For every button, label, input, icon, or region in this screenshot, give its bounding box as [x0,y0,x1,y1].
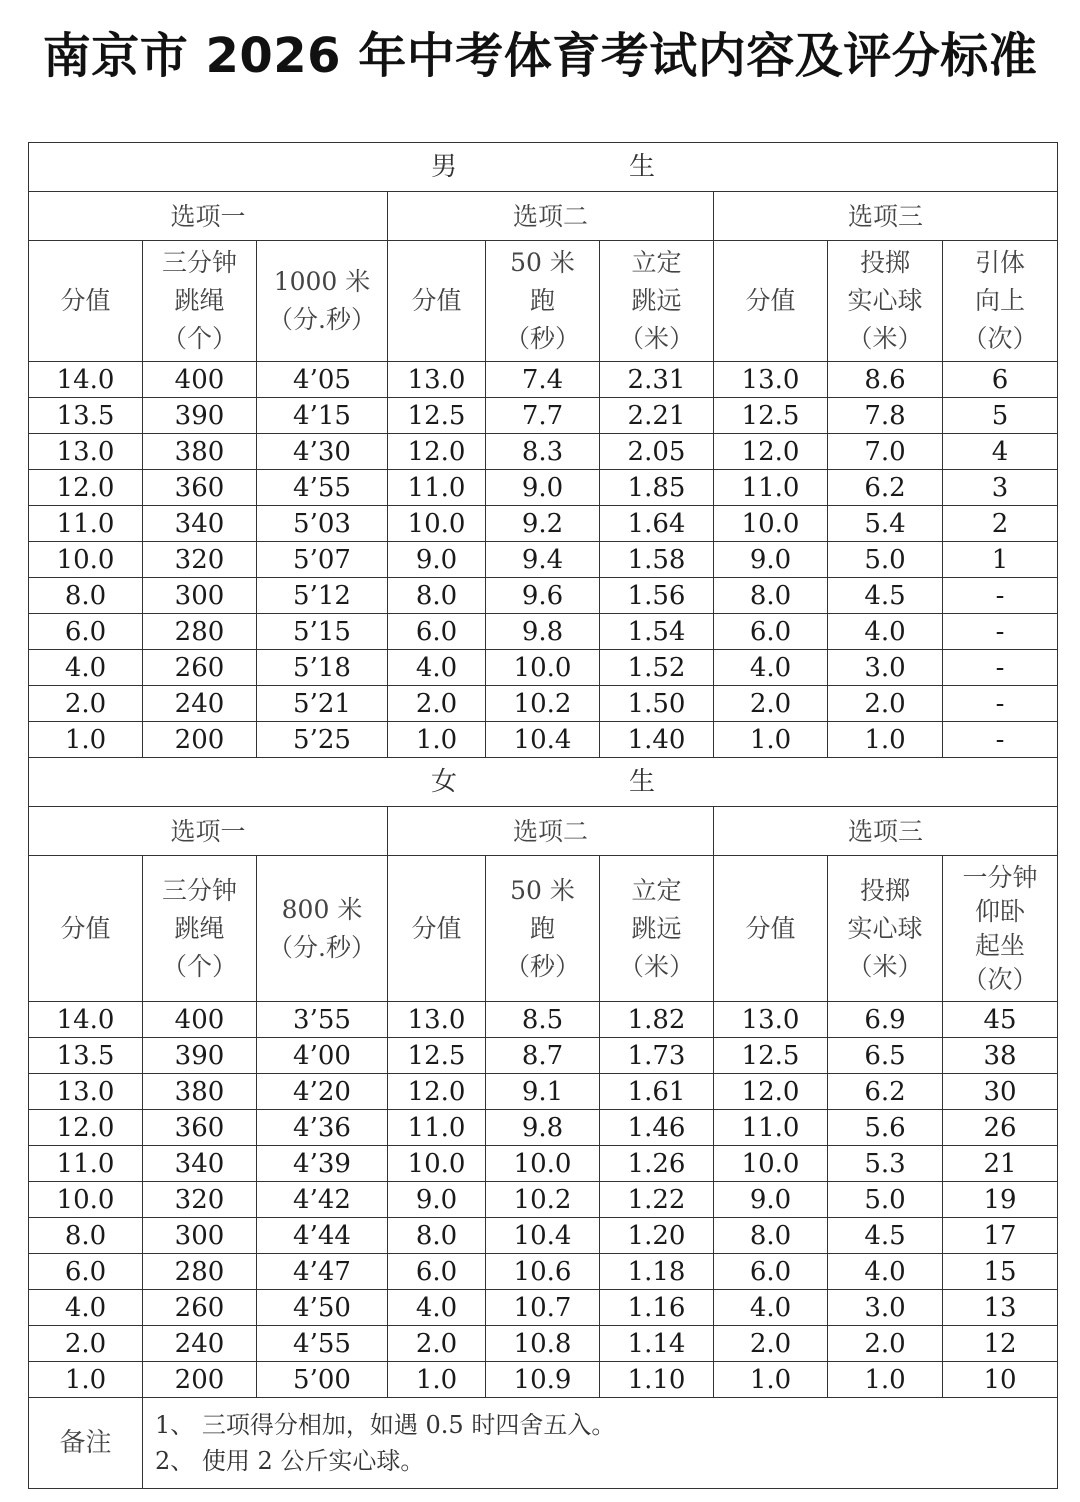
table-cell: 11.0 [714,1110,828,1146]
table-cell: 4.5 [828,578,943,614]
table-cell: 10.0 [29,1182,143,1218]
table-cell: 340 [143,1146,257,1182]
table-cell: 6.0 [388,1254,486,1290]
table-cell: 380 [143,434,257,470]
table-cell: 11.0 [29,506,143,542]
table-cell: 3 [943,470,1058,506]
table-cell: 1.14 [600,1326,714,1362]
table-cell: 1.54 [600,614,714,650]
table-cell: 1.0 [388,722,486,758]
female-header-medicine-ball: 投掷 实心球 （米） [828,856,943,1002]
table-cell: 1.64 [600,506,714,542]
table-cell: 4’20 [257,1074,388,1110]
table-cell: 240 [143,1326,257,1362]
table-cell: 11.0 [714,470,828,506]
table-row [29,470,1058,506]
table-row [29,1146,1058,1182]
table-cell: 5.6 [828,1110,943,1146]
table-cell: 45 [943,1002,1058,1038]
table-cell: 1.56 [600,578,714,614]
female-header-jump-rope: 三分钟 跳绳 （个） [143,856,257,1002]
table-cell: 12.0 [714,434,828,470]
table-cell: 4.0 [388,650,486,686]
table-cell: 6 [943,362,1058,398]
table-cell: 10 [943,1362,1058,1398]
table-cell: 8.0 [388,578,486,614]
table-cell: 14.0 [29,362,143,398]
table-cell: 5.0 [828,1182,943,1218]
table-cell: 2.0 [29,686,143,722]
table-cell: 11.0 [388,1110,486,1146]
table-cell: 26 [943,1110,1058,1146]
table-cell: 6.0 [29,614,143,650]
table-cell: 1.61 [600,1074,714,1110]
table-cell: 10.7 [486,1290,600,1326]
table-cell: 5.3 [828,1146,943,1182]
table-cell: 240 [143,686,257,722]
table-cell: 6.2 [828,470,943,506]
table-cell: 6.0 [714,614,828,650]
table-cell: 12.0 [29,470,143,506]
table-cell: 13.0 [388,1002,486,1038]
table-cell: 2.05 [600,434,714,470]
table-cell: 8.0 [714,578,828,614]
table-cell: 2.0 [828,1326,943,1362]
note-item: 2、 使用 2 公斤实心球。 [155,1447,425,1475]
table-cell: 1.46 [600,1110,714,1146]
table-row [29,1254,1058,1290]
table-cell: 1.58 [600,542,714,578]
table-cell: 200 [143,1362,257,1398]
table-cell: 8.6 [828,362,943,398]
table-cell: 4’00 [257,1038,388,1074]
table-cell: 8.3 [486,434,600,470]
table-cell: 14.0 [29,1002,143,1038]
page-title: 南京市 2026 年中考体育考试内容及评分标准 [42,28,1038,84]
table-cell: 2.31 [600,362,714,398]
table-cell: 10.0 [486,650,600,686]
table-cell: 4.0 [29,1290,143,1326]
table-cell: 390 [143,1038,257,1074]
table-cell: 10.2 [486,686,600,722]
table-cell: 4’05 [257,362,388,398]
table-cell: 13.0 [714,1002,828,1038]
table-cell: 9.4 [486,542,600,578]
table-cell: 12.0 [29,1110,143,1146]
table-cell: 4’55 [257,470,388,506]
table-cell: 360 [143,1110,257,1146]
table-cell: 1.0 [714,1362,828,1398]
table-cell: 10.9 [486,1362,600,1398]
table-cell: 4’50 [257,1290,388,1326]
table-cell: 1.18 [600,1254,714,1290]
table-cell: 2.0 [388,686,486,722]
table-cell: 5’00 [257,1362,388,1398]
table-cell: 1.0 [714,722,828,758]
table-cell: 8.5 [486,1002,600,1038]
table-cell: 3.0 [828,1290,943,1326]
table-cell: 1.73 [600,1038,714,1074]
female-option-3: 选项三 [714,807,1058,856]
table-cell: 13 [943,1290,1058,1326]
table-cell: 10.2 [486,1182,600,1218]
female-option-2: 选项二 [388,807,714,856]
table-cell: 8.7 [486,1038,600,1074]
table-cell: 320 [143,542,257,578]
table-cell: 4.0 [29,650,143,686]
table-cell: 4’42 [257,1182,388,1218]
table-cell: 13.0 [29,434,143,470]
table-cell: 9.2 [486,506,600,542]
table-cell: 6.2 [828,1074,943,1110]
table-row [29,1218,1058,1254]
table-cell: 7.0 [828,434,943,470]
female-section [29,758,1058,1398]
female-section-label: 女 生 [29,758,1058,807]
score-table [28,142,1058,1489]
table-cell: 8.0 [388,1218,486,1254]
table-cell: 3’55 [257,1002,388,1038]
table-row [29,722,1058,758]
table-cell: 1.26 [600,1146,714,1182]
table-cell: 1.40 [600,722,714,758]
table-cell: 17 [943,1218,1058,1254]
table-cell: 5’15 [257,614,388,650]
table-row [29,686,1058,722]
table-cell: 5.4 [828,506,943,542]
table-cell: 360 [143,470,257,506]
female-header-800m: 800 米 （分.秒） [257,856,388,1002]
table-cell: - [943,686,1058,722]
table-cell: 2.0 [828,686,943,722]
table-cell: 5’03 [257,506,388,542]
table-cell: 8.0 [714,1218,828,1254]
table-cell: 12.5 [714,398,828,434]
table-cell: 340 [143,506,257,542]
female-header-score-2: 分值 [388,856,486,1002]
table-cell: 1.0 [828,722,943,758]
table-cell: 6.0 [388,614,486,650]
table-cell: 12.0 [714,1074,828,1110]
table-cell: 400 [143,362,257,398]
table-cell: 1.16 [600,1290,714,1326]
table-cell: 1.50 [600,686,714,722]
table-cell: 1.22 [600,1182,714,1218]
table-cell: 12.5 [388,1038,486,1074]
table-cell: 7.7 [486,398,600,434]
table-cell: 4.0 [388,1290,486,1326]
male-column-headers [29,241,1058,362]
table-cell: 9.0 [486,470,600,506]
table-cell: 200 [143,722,257,758]
table-cell: 13.0 [388,362,486,398]
table-cell: 9.0 [714,542,828,578]
table-cell: 9.8 [486,1110,600,1146]
table-row [29,1182,1058,1218]
table-cell: 38 [943,1038,1058,1074]
female-header-score-3: 分值 [714,856,828,1002]
table-cell: 2.0 [714,1326,828,1362]
table-row [29,614,1058,650]
table-row [29,650,1058,686]
male-header-score-1: 分值 [29,241,143,362]
male-section-label: 男 生 [29,143,1058,192]
table-cell: 4 [943,434,1058,470]
table-row [29,1110,1058,1146]
table-cell: 7.4 [486,362,600,398]
table-cell: 260 [143,650,257,686]
table-cell: 380 [143,1074,257,1110]
table-cell: 5’12 [257,578,388,614]
table-cell: 9.6 [486,578,600,614]
table-cell: 320 [143,1182,257,1218]
table-row [29,1038,1058,1074]
female-header-situp: 一分钟 仰卧 起坐 （次） [943,856,1058,1002]
table-row [29,362,1058,398]
male-header-score-2: 分值 [388,241,486,362]
table-cell: 10.4 [486,1218,600,1254]
table-row [29,1074,1058,1110]
male-header-long-jump: 立定 跳远 （米） [600,241,714,362]
male-option-2: 选项二 [388,192,714,241]
male-section [29,143,1058,758]
table-row [29,542,1058,578]
table-cell: 280 [143,614,257,650]
table-cell: 10.0 [388,1146,486,1182]
table-cell: 4’39 [257,1146,388,1182]
female-header-long-jump: 立定 跳远 （米） [600,856,714,1002]
female-option-1: 选项一 [29,807,388,856]
table-row [29,398,1058,434]
table-cell: 4’15 [257,398,388,434]
table-cell: 15 [943,1254,1058,1290]
table-cell: 390 [143,398,257,434]
male-option-3: 选项三 [714,192,1058,241]
male-header-jump-rope: 三分钟 跳绳 （个） [143,241,257,362]
table-row [29,578,1058,614]
table-cell: 7.8 [828,398,943,434]
table-cell: 9.0 [714,1182,828,1218]
table-cell: 4’55 [257,1326,388,1362]
table-cell: 1.0 [29,1362,143,1398]
table-cell: 400 [143,1002,257,1038]
table-cell: 5 [943,398,1058,434]
female-header-score-1: 分值 [29,856,143,1002]
table-row [29,506,1058,542]
table-cell: 300 [143,1218,257,1254]
table-cell: 2 [943,506,1058,542]
table-row [29,1290,1058,1326]
table-cell: 12.5 [388,398,486,434]
table-cell: 4.0 [828,1254,943,1290]
table-cell: 2.0 [29,1326,143,1362]
male-option-1: 选项一 [29,192,388,241]
table-cell: - [943,578,1058,614]
table-cell: 5’21 [257,686,388,722]
table-cell: 12 [943,1326,1058,1362]
notes-label: 备注 [29,1398,143,1489]
table-cell: - [943,614,1058,650]
table-row [29,1326,1058,1362]
table-cell: 10.4 [486,722,600,758]
table-cell: 4’47 [257,1254,388,1290]
table-cell: 13.5 [29,398,143,434]
table-cell: 4’36 [257,1110,388,1146]
table-cell: 12.0 [388,1074,486,1110]
table-cell: 2.0 [388,1326,486,1362]
notes-content [143,1398,1058,1489]
table-row [29,1002,1058,1038]
notes-section [29,1398,1058,1489]
table-cell: 9.0 [388,1182,486,1218]
table-cell: 4’44 [257,1218,388,1254]
table-cell: 13.5 [29,1038,143,1074]
table-row [29,434,1058,470]
table-cell: 1.0 [828,1362,943,1398]
table-cell: 5.0 [828,542,943,578]
table-cell: 10.6 [486,1254,600,1290]
table-cell: 4.5 [828,1218,943,1254]
table-cell: 12.0 [388,434,486,470]
table-cell: 1.20 [600,1218,714,1254]
table-cell: 5’18 [257,650,388,686]
table-cell: 10.0 [714,1146,828,1182]
table-cell: 2.0 [714,686,828,722]
note-item: 1、 三项得分相加，如遇 0.5 时四舍五入。 [155,1411,616,1439]
table-cell: 4’30 [257,434,388,470]
table-cell: 19 [943,1182,1058,1218]
table-cell: 1.85 [600,470,714,506]
table-cell: 10.0 [29,542,143,578]
table-cell: 11.0 [388,470,486,506]
table-cell: 13.0 [29,1074,143,1110]
table-cell: 10.8 [486,1326,600,1362]
table-cell: 5’25 [257,722,388,758]
male-header-1000m: 1000 米 （分.秒） [257,241,388,362]
table-cell: 10.0 [714,506,828,542]
table-cell: 2.21 [600,398,714,434]
table-cell: 3.0 [828,650,943,686]
female-column-headers [29,856,1058,1002]
table-cell: 1.0 [29,722,143,758]
male-header-medicine-ball: 投掷 实心球 （米） [828,241,943,362]
table-cell: 6.0 [29,1254,143,1290]
table-cell: 10.0 [486,1146,600,1182]
table-cell: 10.0 [388,506,486,542]
table-cell: 21 [943,1146,1058,1182]
table-cell: 4.0 [714,650,828,686]
table-cell: 280 [143,1254,257,1290]
table-cell: 13.0 [714,362,828,398]
male-header-pullup: 引体 向上 （次） [943,241,1058,362]
table-cell: 1.82 [600,1002,714,1038]
table-cell: 9.0 [388,542,486,578]
table-cell: - [943,650,1058,686]
table-cell: 9.1 [486,1074,600,1110]
table-cell: 8.0 [29,578,143,614]
table-cell: 9.8 [486,614,600,650]
table-cell: 5’07 [257,542,388,578]
table-cell: 6.5 [828,1038,943,1074]
male-header-50m: 50 米 跑 （秒） [486,241,600,362]
table-cell: 6.9 [828,1002,943,1038]
table-cell: 1.52 [600,650,714,686]
table-cell: 12.5 [714,1038,828,1074]
table-cell: 1 [943,542,1058,578]
table-cell: 4.0 [714,1290,828,1326]
table-row [29,1362,1058,1398]
table-cell: 260 [143,1290,257,1326]
table-cell: 6.0 [714,1254,828,1290]
table-cell: 8.0 [29,1218,143,1254]
table-cell: - [943,722,1058,758]
table-cell: 1.10 [600,1362,714,1398]
table-cell: 4.0 [828,614,943,650]
male-header-score-3: 分值 [714,241,828,362]
table-cell: 300 [143,578,257,614]
table-cell: 30 [943,1074,1058,1110]
female-header-50m: 50 米 跑 （秒） [486,856,600,1002]
table-cell: 1.0 [388,1362,486,1398]
table-cell: 11.0 [29,1146,143,1182]
